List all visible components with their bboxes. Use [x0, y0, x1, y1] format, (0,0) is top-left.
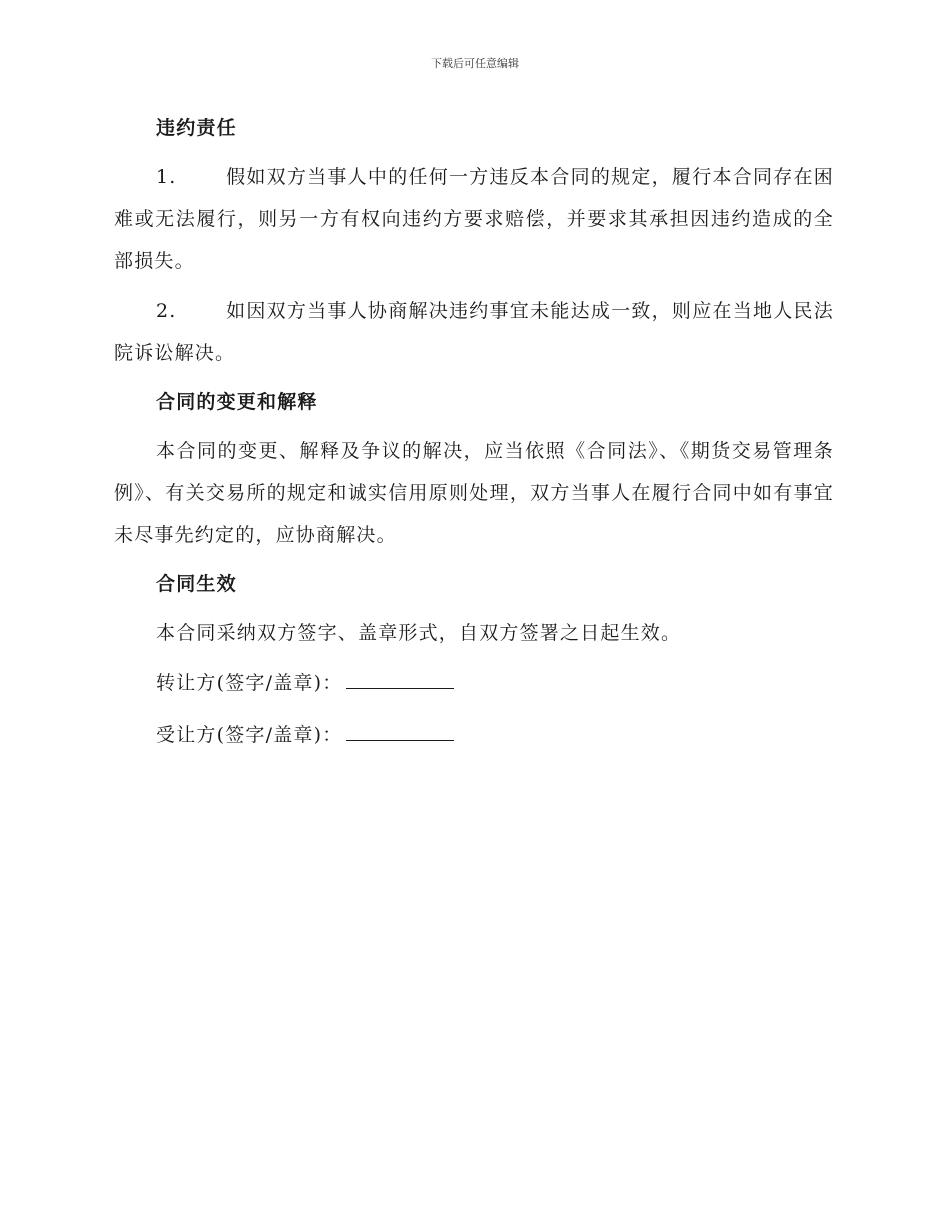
change-paragraph: 本合同的变更、解释及争议的解决，应当依照《合同法》、《期货交易管理条例》、有关交易所的规定和诚实信用原则处理，双方当事人在履行合同中如有事宜未尽事先约定的，应协商解决。 — [114, 440, 834, 546]
clause-text: 如因双方当事人协商解决违约事宜未能达成一致，则应在当地人民法院诉讼解决。 — [114, 300, 834, 364]
transferee-label: 受让方(签字/盖章)： — [156, 724, 343, 746]
header-note: 下载后可任意编辑 — [431, 57, 519, 70]
clause-number: 1. — [156, 166, 177, 188]
effective-paragraph: 本合同采纳双方签字、盖章形式，自双方签署之日起生效。 — [156, 622, 682, 644]
section-title-breach: 违约责任 — [156, 117, 237, 139]
breach-clause-2 — [114, 290, 834, 374]
transferee-signature-blank — [346, 720, 454, 741]
transferor-signature-blank — [346, 668, 454, 689]
document-body — [114, 108, 834, 766]
clause-number: 2. — [156, 300, 177, 322]
section-title-effective: 合同生效 — [156, 573, 237, 595]
transferor-signature — [114, 662, 834, 704]
breach-clause-1 — [114, 156, 834, 282]
section-title-change: 合同的变更和解释 — [156, 391, 318, 413]
transferee-signature — [114, 714, 834, 756]
transferor-label: 转让方(签字/盖章)： — [156, 672, 343, 694]
clause-text: 假如双方当事人中的任何一方违反本合同的规定，履行本合同存在困难或无法履行，则另一方有权向违约方要求赔偿，并要求其承担因违约造成的全部损失。 — [114, 166, 834, 272]
